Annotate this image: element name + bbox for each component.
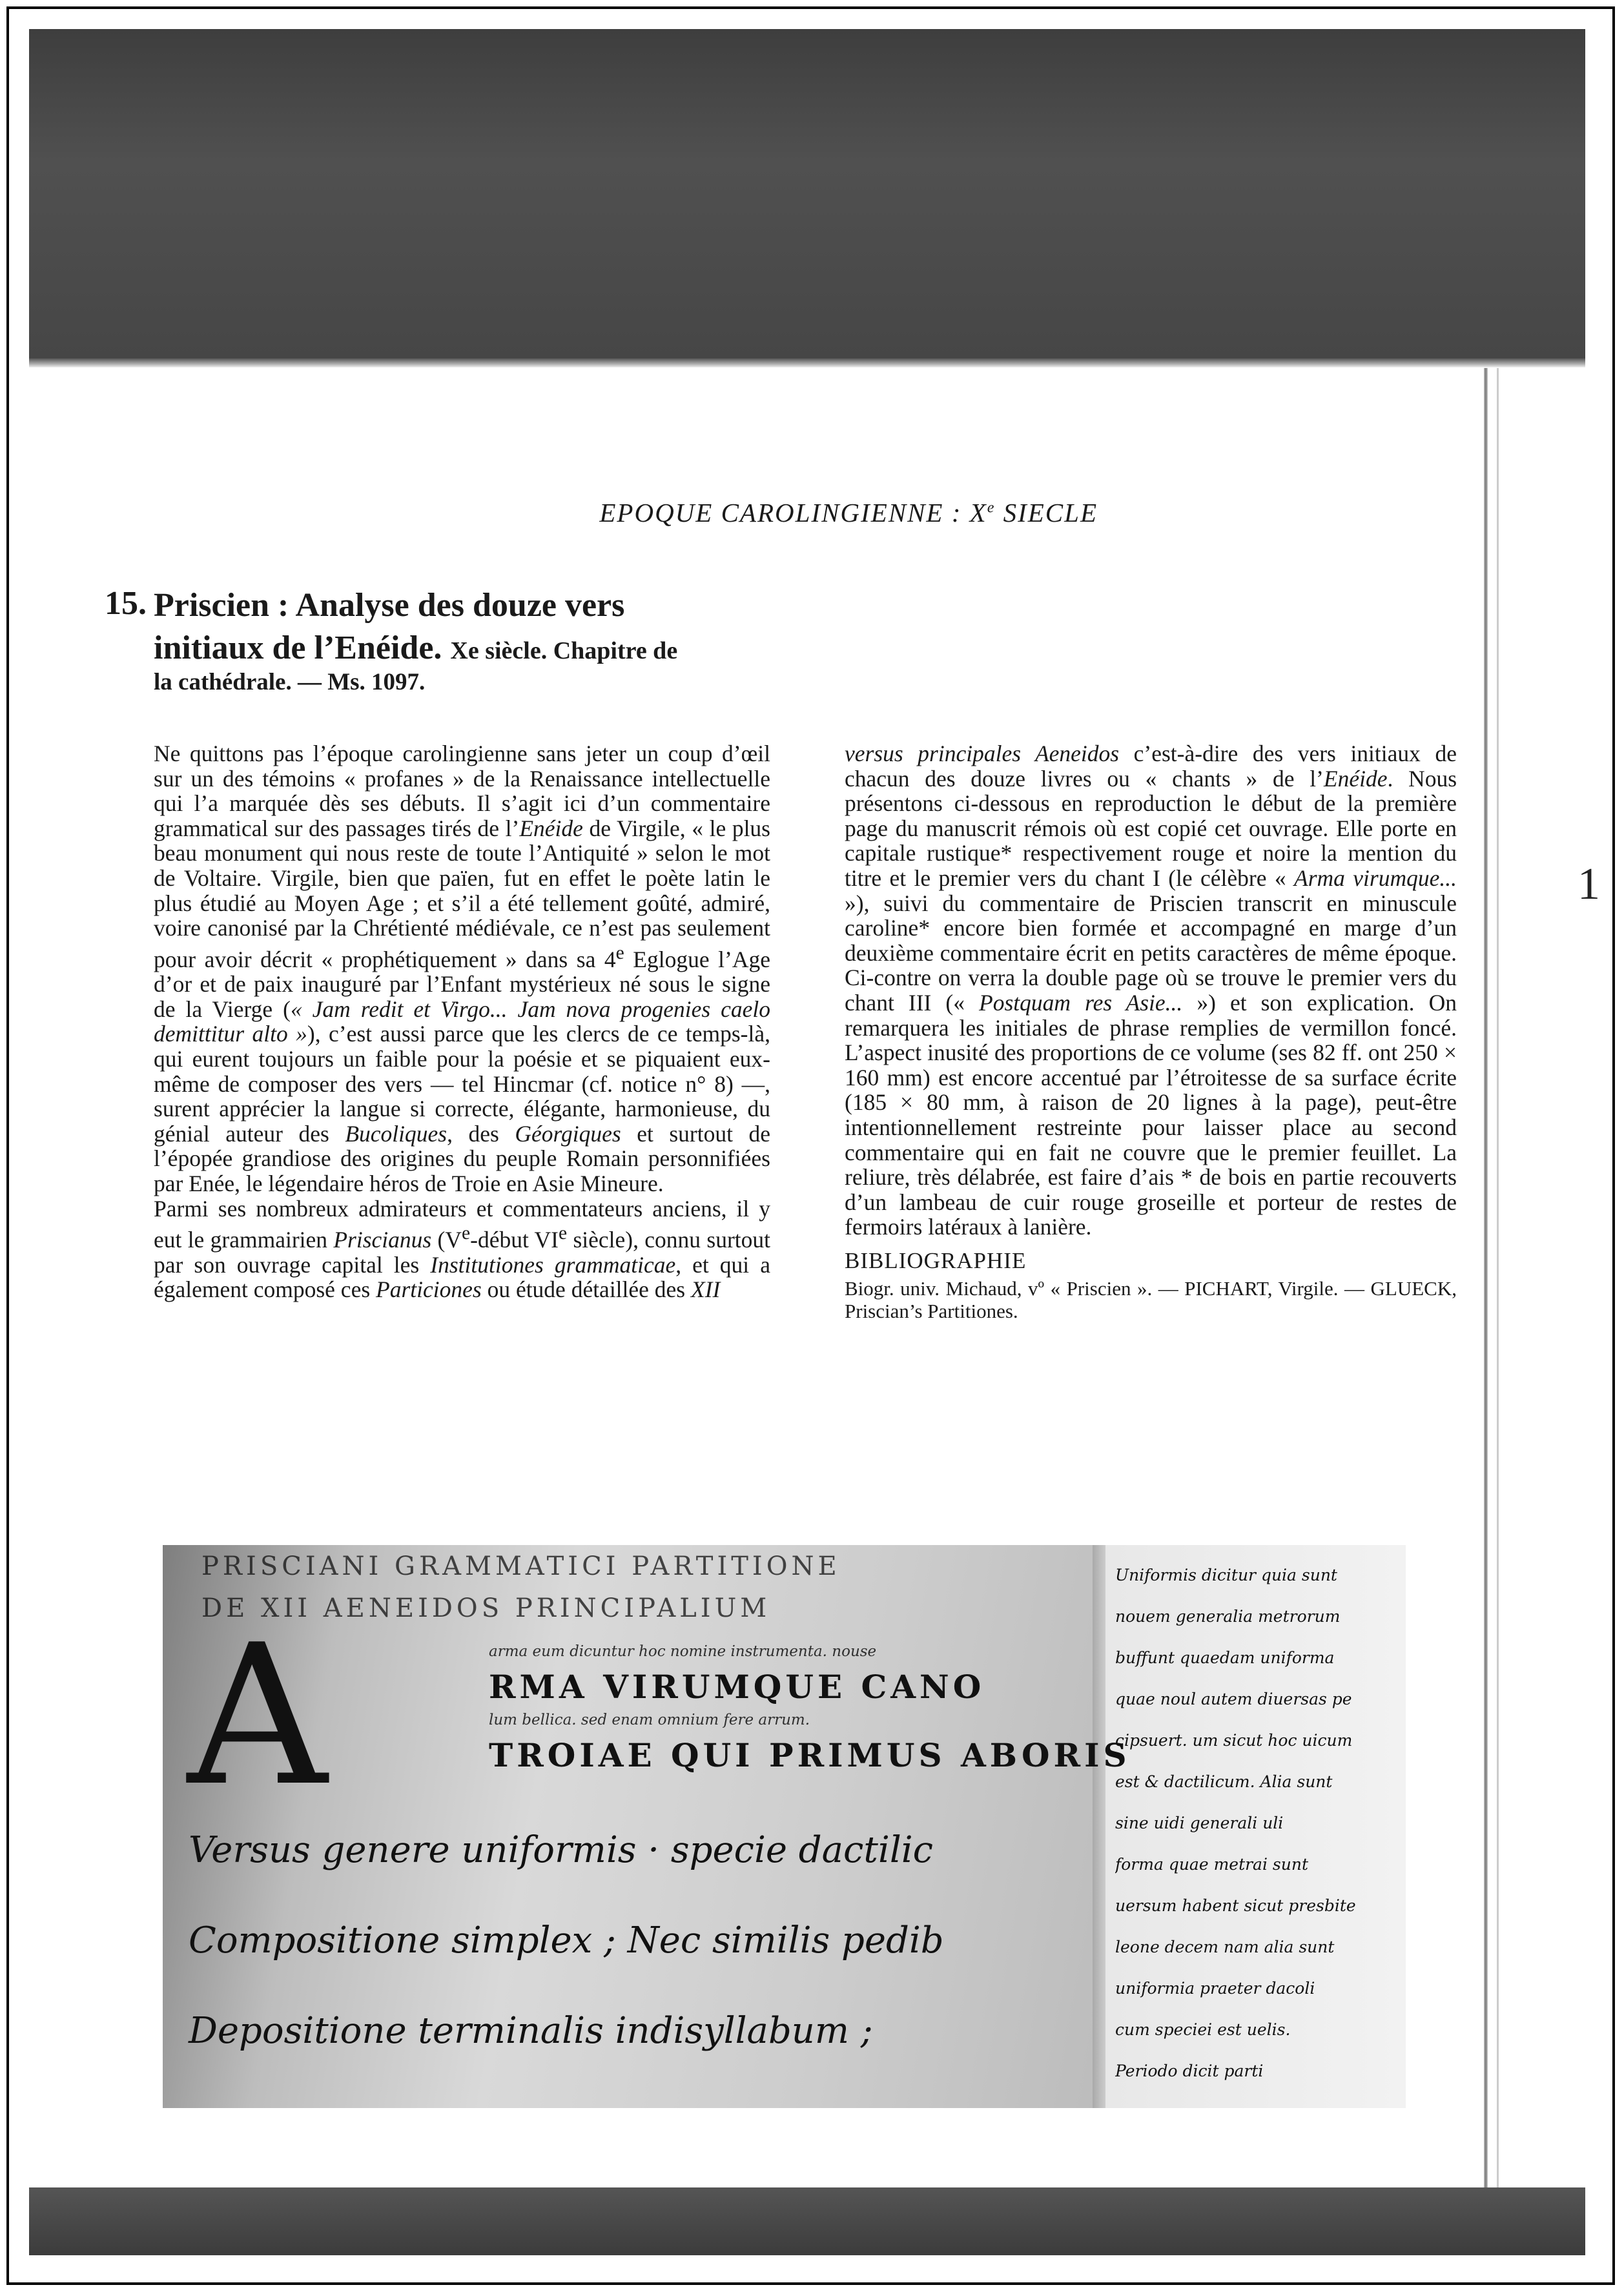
text-italic: « Jam redit et Virgo... Jam nova progenies caelo demittitur alto »: [154, 996, 770, 1047]
right-column: [845, 741, 1457, 1322]
text-run: Eglogue l’Age d’or et de paix inauguré par l’Enfant mystérieux né sous le signe de la Vierge (: [154, 946, 770, 1022]
ms-side-line: Uniformis dicitur quia sunt: [1115, 1566, 1337, 1584]
text-run: -début VI: [470, 1226, 559, 1253]
text-run: c’est-à-dire des vers initiaux de chacun des douze livres ou « chants » de l’: [845, 741, 1457, 792]
text-italic: Enéide: [1323, 765, 1388, 792]
text-sup: e: [615, 942, 624, 963]
scan-top-edge: [29, 358, 1585, 367]
entry-title-line2: initiaux de l’Enéide.: [154, 630, 442, 666]
text-run: , et qui a également composé ces: [154, 1251, 770, 1303]
ms-caps-2: TROIAE QUI PRIMUS ABORIS: [489, 1736, 1131, 1774]
ms-line-1: Versus genere uniformis · specie dactilic: [189, 1829, 934, 1871]
text-sup: e: [559, 1223, 568, 1244]
bibliography-text: Biogr. univ. Michaud, vº « Priscien ». — PICHART, Virgile. — GLUECK, Priscian’s Partitiones.: [845, 1277, 1457, 1323]
text-run: . Nous présentons ci-dessous en reproduction le début de la première page du manuscrit rémois où est copié cet ouvrage. Elle porte en capitale rustique* respectivement rouge et noire la mention du titre et le premier vers du chant I (le célèbre «: [845, 765, 1457, 891]
text-italic: Postquam res Asie...: [979, 989, 1183, 1016]
entry-title: [154, 584, 786, 672]
ms-side-line: Periodo dicit parti: [1115, 2062, 1264, 2080]
left-paragraph-2: [154, 1196, 770, 1302]
entry-title-line1: Priscien : Analyse des douze vers: [154, 587, 625, 624]
text-italic: Arma virumque...: [1294, 865, 1457, 891]
header-text: EPOQUE CAROLINGIENNE : X: [599, 498, 987, 527]
text-italic: Enéide: [519, 815, 583, 841]
text-run: de Virgile, « le plus beau monument qui nous reste de toute l’Antiquité » selon le mot de Voltaire. Virgile, bien que païen, fut en effet le poète latin le plus étudié au Moyen Age ; et s’il a été tellement goûté, admiré, voire canonisé par la Chrétienté médiévale, ce n’est pas seulement pour avoir décrit « prophétiquement » dans sa 4: [154, 815, 770, 972]
text-italic: Géorgiques: [515, 1120, 621, 1147]
ms-side-line: buffunt quaedam uniforma: [1115, 1648, 1335, 1667]
text-run: Parmi ses nombreux admirateurs et commentateurs anciens, il y eut le grammairien: [154, 1195, 770, 1253]
margin-mark: 1: [1578, 859, 1600, 909]
ms-side-line: uniformia praeter dacoli: [1115, 1979, 1315, 1998]
ms-gloss-1: arma eum dicuntur hoc nomine instrumenta. nouse: [489, 1643, 877, 1660]
running-header: [0, 497, 1098, 528]
entry-title-line3: la cathédrale. — Ms. 1097.: [154, 669, 426, 695]
text-italic: versus principales Aeneidos: [845, 741, 1120, 766]
ms-big-initial: A: [187, 1603, 327, 1828]
text-italic: XII: [691, 1276, 721, 1303]
text-italic: Particiones: [376, 1276, 482, 1303]
text-italic: Institutiones grammaticae: [430, 1251, 676, 1278]
ms-side-line: cipsuert. um sicut hoc uicum: [1115, 1731, 1353, 1750]
ms-line-2: Compositione simplex ; Nec similis pedib: [189, 1920, 944, 1961]
text-run: Ne quittons pas l’époque carolingienne sans jeter un coup d’œil sur un des témoins « profanes » de la Renaissance intellectuelle qui l’a marquée dès ses débuts. Il s’agit ici d’un commentaire grammatical sur des passages tirés de l’: [154, 741, 770, 841]
scan-bottom-shadow: [29, 2187, 1585, 2255]
text-run: ou étude détaillée des: [481, 1276, 691, 1303]
ms-side-line: sine uidi generali uli: [1115, 1814, 1284, 1832]
right-paragraph-1: [845, 741, 1457, 1240]
ms-caps-1: RMA VIRUMQUE CANO: [489, 1668, 985, 1706]
header-sup: e: [987, 499, 996, 517]
ms-rubric-1: PRISCIANI GRAMMATICI PARTITIONE: [201, 1552, 841, 1581]
ms-side-line: est & dactilicum. Alia sunt: [1115, 1772, 1333, 1791]
bibliography-heading: BIBLIOGRAPHIE: [845, 1247, 1027, 1273]
ms-side-line: uersum habent sicut presbite: [1115, 1896, 1356, 1915]
text-run: ») et son explication. On remarquera les initiales de phrase remplies de vermillon foncé. L’aspect inusité des proportions de ce volume (ses 82 ff. ont 250 × 160 mm) est encore accentué par l’étroitesse de sa surface écrite (185 × 80 mm, à raison de 20 lignes à la page), peut-être intentionnellement restreinte pour laisser place au second commentaire qui en fait ne couvre que le premier feuillet. La reliure, très délabrée, est faire d’ais * de bois en partie recouverts d’un lambeau de cuir rouge groseille et porteur de restes de fermoirs latéraux à lanière.: [845, 989, 1457, 1240]
text-italic: Bucoliques: [345, 1120, 447, 1147]
entry-number: 15.: [105, 585, 147, 622]
scan-top-shadow: [29, 29, 1585, 362]
text-run: siècle), connu surtout par son ouvrage capital les: [154, 1226, 770, 1278]
text-sup: e: [462, 1223, 471, 1244]
ms-gloss-2: lum bellica. sed enam omnium fere arrum.: [489, 1712, 810, 1728]
scan-spine-edge: [1484, 368, 1488, 2187]
text-run: , des: [447, 1120, 515, 1147]
ms-line-3: Depositione terminalis indisyllabum ;: [189, 2010, 873, 2052]
left-paragraph-1: [154, 741, 770, 1196]
text-run: (V: [431, 1226, 462, 1253]
text-run: »), suivi du commentaire de Priscien transcrit en minuscule caroline* encore bien formée et accompagné en marge d’un deuxième commentaire écrit en petits caractères de même époque. Ci-contre on verra la double page où se trouve le premier vers du chant III («: [845, 890, 1457, 1016]
left-column: [154, 741, 770, 1302]
ms-side-line: quae noul autem diuersas pe: [1115, 1690, 1352, 1708]
entry-title-sub: Xe siècle. Chapitre de: [450, 637, 678, 664]
ms-side-line: forma quae metrai sunt: [1115, 1855, 1308, 1874]
ms-side-line: leone decem nam alia sunt: [1115, 1938, 1335, 1956]
ms-side-line: nouem generalia metrorum: [1115, 1607, 1341, 1626]
ms-rubric-2: DE XII AENEIDOS PRINCIPALIUM: [201, 1593, 771, 1623]
ms-side-line: cum speciei est uelis.: [1115, 2020, 1291, 2039]
text-run: et surtout de l’épopée grandiose des origines du peuple Romain personnifiées par Enée, le légendaire héros de Troie en Asie Mineure.: [154, 1120, 770, 1196]
text-italic: Priscianus: [333, 1226, 432, 1253]
header-tail: SIECLE: [995, 498, 1098, 527]
scan-spine-edge-2: [1497, 368, 1499, 2187]
manuscript-plate: [163, 1545, 1406, 2108]
text-run: ), c’est aussi parce que les clercs de ce temps-là, qui eurent toujours un faible pour la poésie et se piquaient eux-même de composer des vers — tel Hincmar (cf. notice n° 8) —, surent apprécier la langue si correcte, élégante, harmonieuse, du génial auteur des: [154, 1021, 771, 1147]
